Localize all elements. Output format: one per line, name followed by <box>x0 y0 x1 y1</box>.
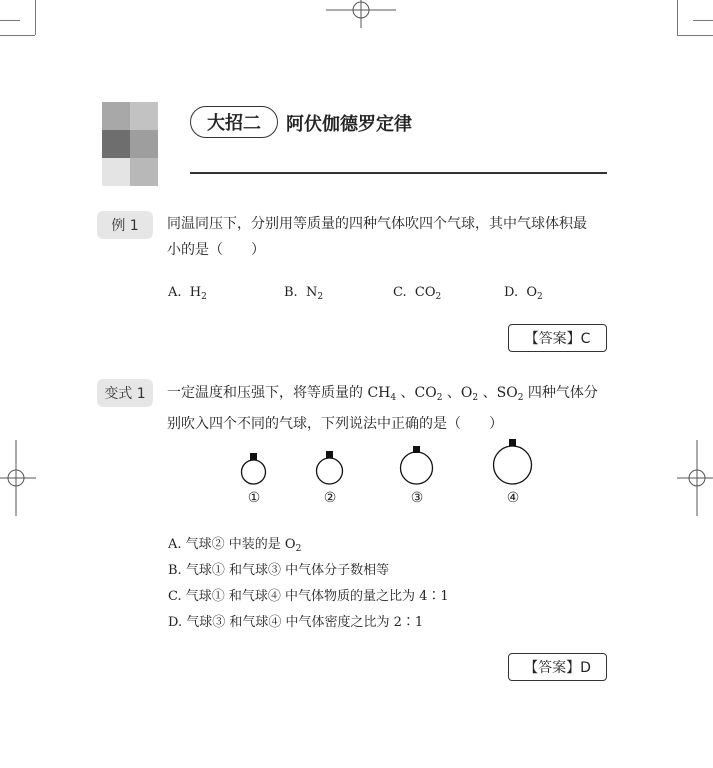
example-answer: 【答案】C <box>508 324 607 352</box>
example-question <box>167 211 587 263</box>
decorative-mosaic <box>102 102 158 186</box>
balloon-label-1: ① <box>247 490 261 506</box>
balloons-diagram <box>230 436 550 490</box>
variant-question-line1: 一定温度和压强下，将等质量的 $CH_4$ 、$CO_2$ 、$O_2$ 、$SO_2$ 四种气体分 <box>167 385 598 403</box>
balloon-4 <box>494 439 532 484</box>
example-option-d: D. $O_2$ <box>504 285 543 302</box>
registration-mark-right <box>677 440 713 516</box>
example-tag: 例 1 <box>97 211 153 239</box>
balloon-label-4: ④ <box>506 490 520 506</box>
example-option-a: A. $H_2$ <box>168 285 207 302</box>
example-option-b: B. $N_2$ <box>284 285 324 302</box>
title-rule <box>190 172 607 174</box>
section-badge: 大招二 <box>190 106 278 138</box>
variant-tag: 变式 1 <box>97 379 153 407</box>
balloon-1 <box>242 453 266 484</box>
balloon-2 <box>317 451 343 484</box>
variant-question <box>167 380 598 437</box>
registration-mark-top <box>326 0 396 28</box>
variant-option-c: C. 气球① 和气球④ 中气体物质的量之比为 4∶1 <box>168 589 449 604</box>
example-question-line2: 小的是（ ） <box>167 242 265 258</box>
example-question-line1: 同温同压下，分别用等质量的四种气体吹四个气球，其中气球体积最 <box>167 216 587 232</box>
balloon-label-3: ③ <box>410 490 424 506</box>
variant-option-b: B. 气球① 和气球③ 中气体分子数相等 <box>168 563 390 578</box>
variant-option-d: D. 气球③ 和气球④ 中气体密度之比为 2∶1 <box>168 615 424 630</box>
variant-question-line2: 别吹入四个不同的气球，下列说法中正确的是（ ） <box>167 416 503 432</box>
variant-answer: 【答案】D <box>508 653 607 681</box>
registration-mark-left <box>0 440 36 516</box>
variant-option-a: A. 气球② 中装的是 $O_2$ <box>168 537 302 554</box>
balloon-label-2: ② <box>323 490 337 506</box>
section-title: 阿伏伽德罗定律 <box>286 114 412 135</box>
example-option-c: C. $CO_2$ <box>393 285 442 302</box>
balloon-3 <box>401 446 433 484</box>
